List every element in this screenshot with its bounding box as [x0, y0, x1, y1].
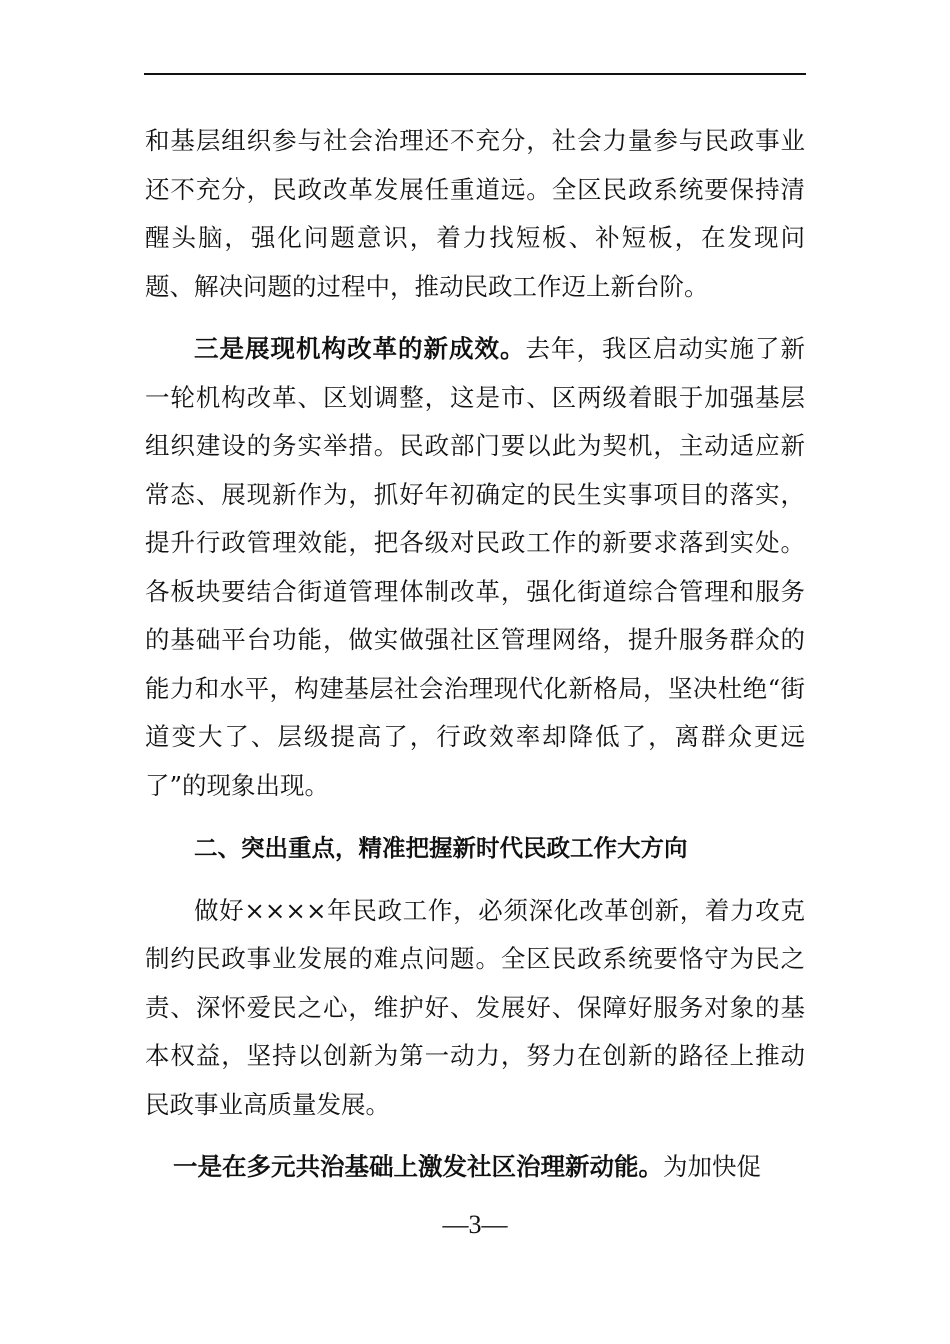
document-body — [145, 117, 805, 1192]
paragraph-text: 去年，我区启动实施了新一轮机构改革、区划调整，这是市、区两级着眼于加强基层组织建设的务实举措。民政部门要以此为契机，主动适应新常态、展现新作为，抓好年初确定的民生实事项目的落实，提升行政管理效能，把各级对民政工作的新要求落到实处。各板块要结合街道管理体制改革，强化街道综合管理和服务的基础平台功能，做实做强社区管理网络，提升服务群众的能力和水平，构建基层社会治理现代化新格局，坚决杜绝“街道变大了、层级提高了，行政效率却降低了，离群众更远了”的现象出现。 — [145, 334, 805, 800]
paragraph-lead-sentence: 三是展现机构改革的新成效。 — [194, 334, 526, 363]
paragraph-institutional-reform — [145, 325, 805, 810]
paragraph-lead-sentence: 一是在多元共治基础上激发社区治理新动能。 — [173, 1152, 663, 1181]
section-heading: 二、突出重点，精准把握新时代民政工作大方向 — [194, 834, 688, 862]
paragraph-text: 做好××××年民政工作，必须深化改革创新，着力攻克制约民政事业发展的难点问题。全区民政系统要恪守为民之责、深怀爱民之心，维护好、发展好、保障好服务对象的基本权益，坚持以创新为第一动力，努力在创新的路径上推动民政事业高质量发展。 — [145, 895, 805, 1119]
paragraph-text: 为加快促 — [663, 1152, 761, 1181]
header-rule — [144, 73, 806, 75]
paragraph-continuation — [145, 117, 805, 311]
paragraph-text: 和基层组织参与社会治理还不充分，社会力量参与民政事业还不充分，民政改革发展任重道远。全区民政系统要保持清醒头脑，强化问题意识，着力找短板、补短板，在发现问题、解决问题的过程中，推动民政工作迈上新台阶。 — [145, 126, 805, 301]
paragraph-community-governance — [145, 1143, 805, 1192]
page-number: —3— — [442, 1210, 508, 1239]
paragraph-section-intro — [145, 887, 805, 1130]
